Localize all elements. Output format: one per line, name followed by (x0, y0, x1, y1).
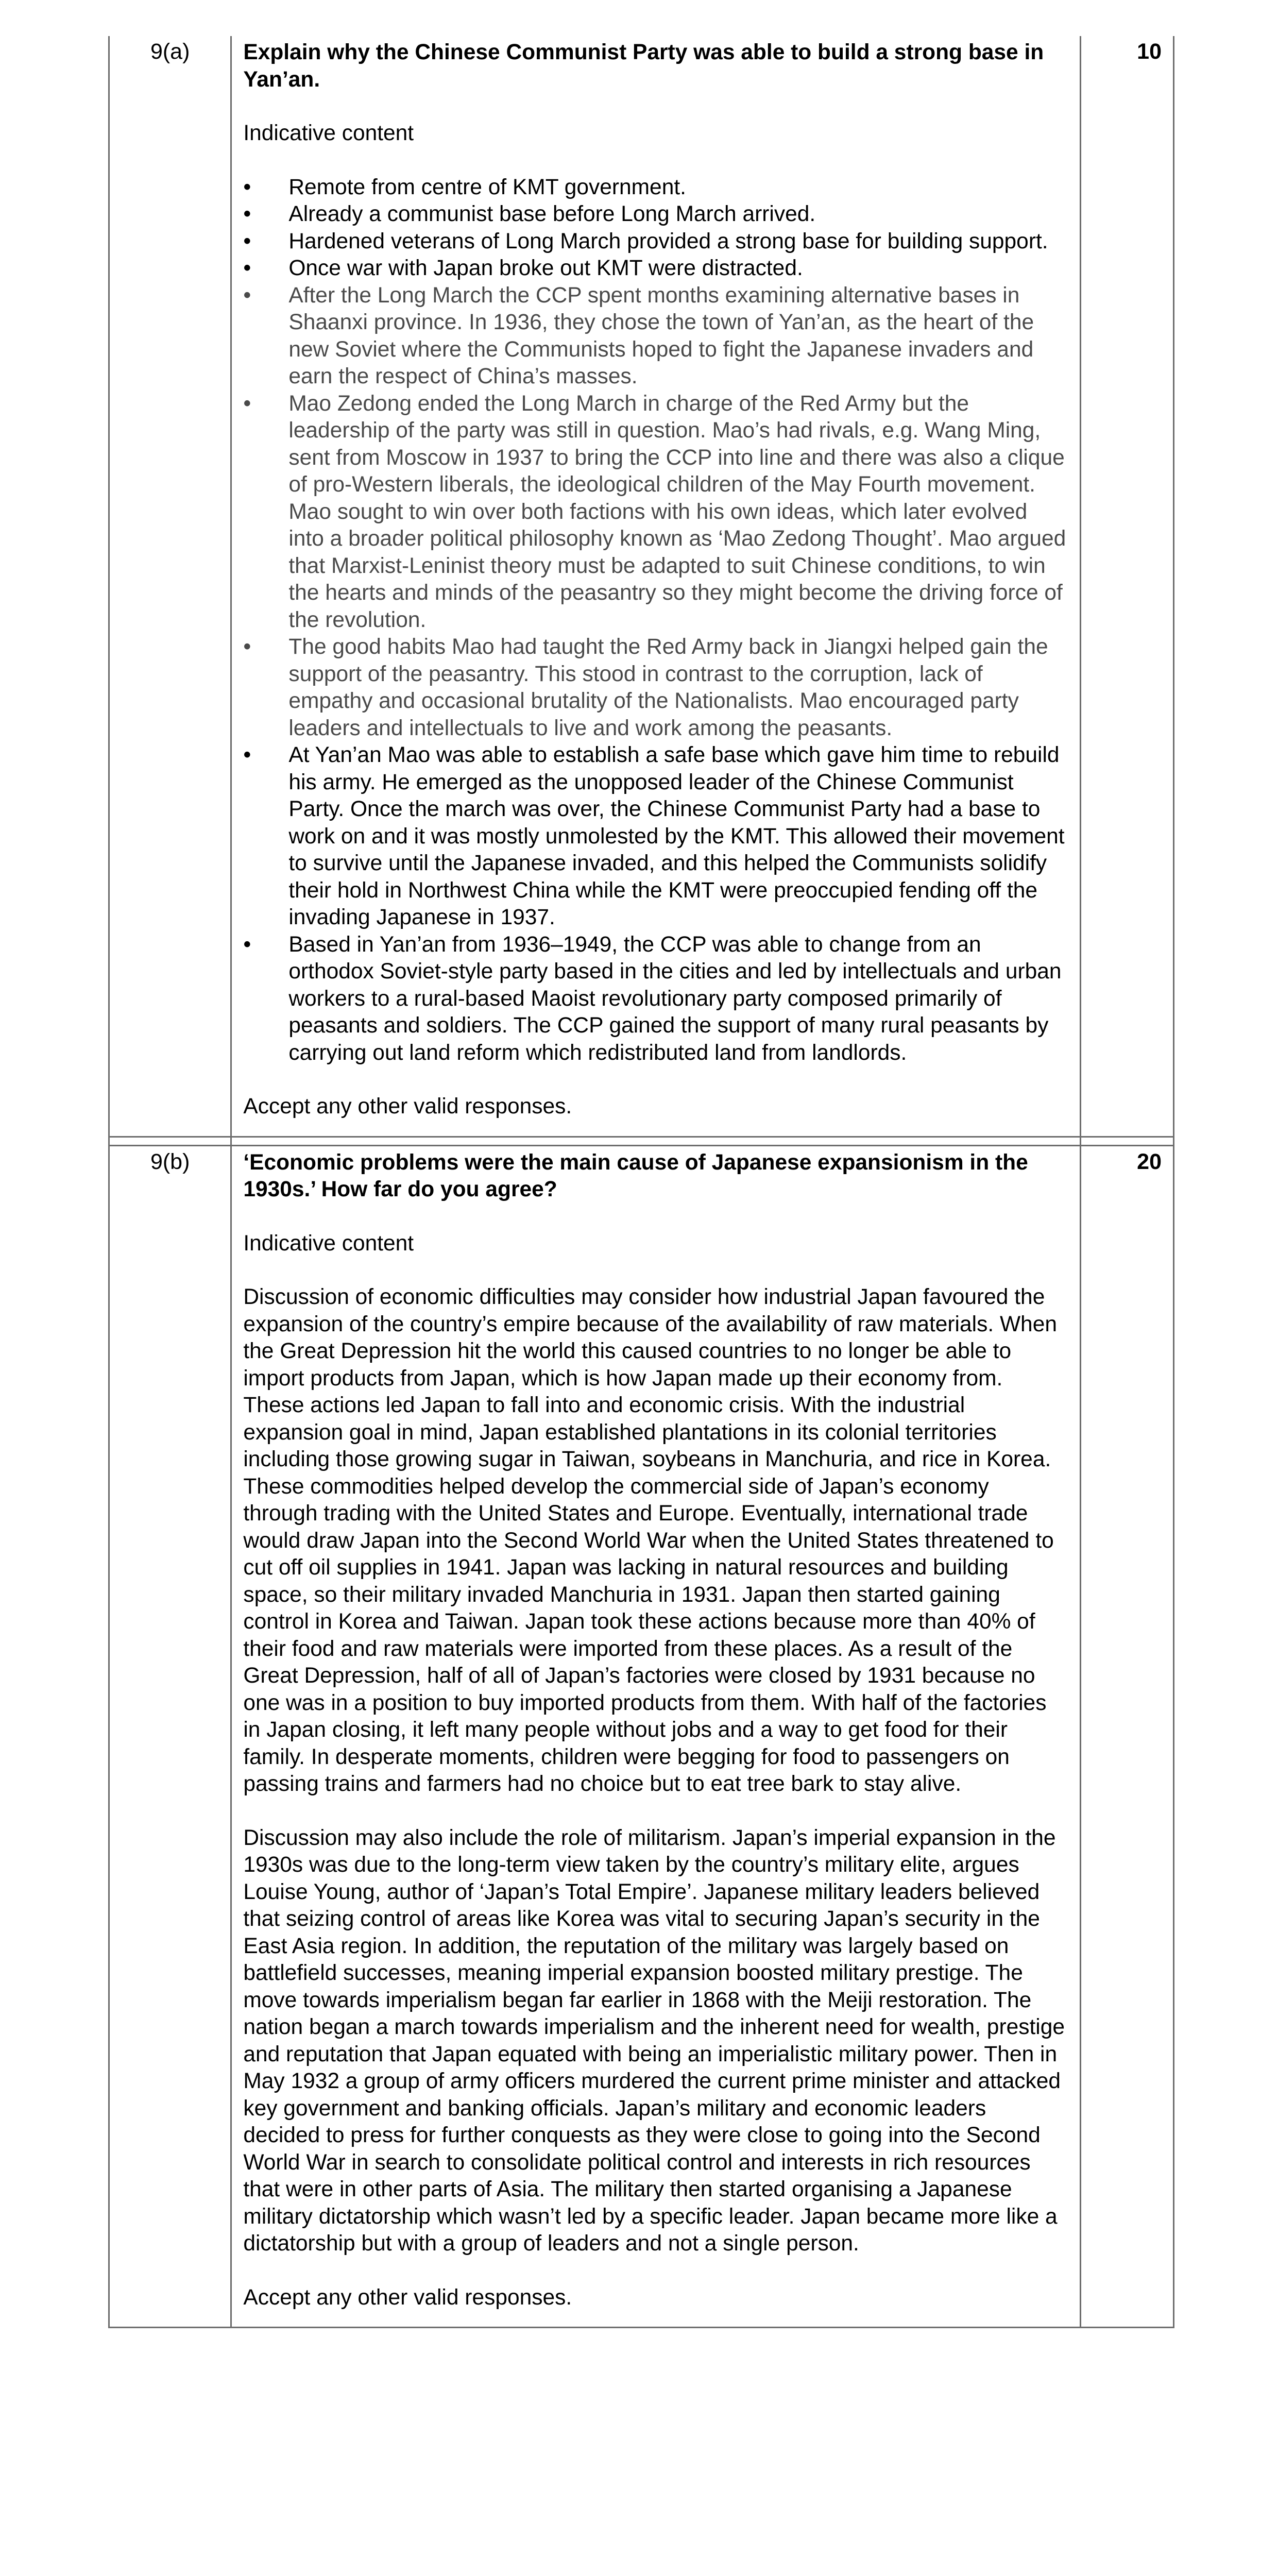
list-item: • At Yan’an Mao was able to establish a safe base which gave him time to rebuild his army. He emerged as the unopposed leader of the Chinese Communist Party. Once the march was over, the Chinese Communist Party had a base to work on and it was mostly unmolested by the KMT. This allowed their movement to survive until the Japanese invaded, and this helped the Communists solidify their hold in Northwest China while the KMT were preoccupied fending off the invading Japanese in 1937. (243, 743, 1065, 929)
table-row (109, 36, 1174, 1137)
indicative-content-heading: Indicative content (243, 121, 414, 145)
indicative-content-heading: Indicative content (243, 1231, 414, 1256)
list-item: • Based in Yan’an from 1936–1949, the CCP was able to change from an orthodox Soviet-style party based in the cities and led by intellectuals and urban workers to a rural-based Maoist revolutionary party composed primarily of peasants and soldiers. The CCP gained the support of many rural peasants by carrying out land reform which redistributed land from landlords. (243, 932, 1062, 1065)
bullet-icon: • (243, 635, 251, 659)
answer-cell (231, 36, 1080, 1137)
bullet-icon: • (243, 256, 251, 280)
question-number: 9(a) (109, 36, 231, 1137)
mark-scheme-table (108, 36, 1174, 2328)
bullet-icon: • (243, 391, 251, 416)
bullet-icon: • (243, 202, 251, 226)
question-text: ‘Economic problems were the main cause of Japanese expansionism in the 1930s.’ How far do you agree? (243, 1150, 1028, 1201)
bullet-icon: • (243, 743, 251, 767)
list-item: • The good habits Mao had taught the Red Army back in Jiangxi helped gain the support of the peasantry. This stood in contrast to the corruption, lack of empathy and occasional brutality of the Nationalists. Mao encouraged party leaders and intellectuals to live and work among the peasants. (243, 635, 1048, 740)
list-item: • Once war with Japan broke out KMT were distracted. (243, 255, 1068, 282)
question-number: 9(b) (109, 1145, 231, 2328)
list-item: • Hardened veterans of Long March provided a strong base for building support. (243, 228, 1068, 256)
bullet-icon: • (243, 283, 251, 308)
marks-value: 10 (1080, 36, 1173, 1137)
answer-paragraph: Discussion of economic difficulties may consider how industrial Japan favoured the expansion of the country’s empire because of the availability of raw materials. When the Great Depression hit the world this caused countries to no longer be able to import products from Japan, which is how Japan made up their economy from. These actions led Japan to fall into and economic crisis. With the industrial expansion goal in mind, Japan established plantations in its colonial territories including those growing sugar in Taiwan, soybeans in Manchuria, and rice in Korea. These commodities helped develop the commercial side of Japan’s economy through trading with the United States and Europe. Eventually, international trade would draw Japan into the Second World War when the United States threatened to cut off oil supplies in 1941. Japan was lacking in natural resources and building space, so their military invaded Manchuria in 1931. Japan then started gaining control in Korea and Taiwan. Japan took these actions because more than 40% of their food and raw materials were imported from these places. As a result of the Great Depression, half of all of Japan’s factories were closed by 1931 because no one was in a position to buy imported products from them. With half of the factories in Japan closing, it left many people without jobs and a way to get food for their family. In desperate moments, children were begging for food to passengers on passing trains and farmers had no choice but to eat tree bark to stay alive. (243, 1285, 1057, 1796)
question-text: Explain why the Chinese Communist Party was able to build a strong base in Yan’an. (243, 40, 1044, 92)
bullet-icon: • (243, 229, 251, 253)
answer-cell (231, 1145, 1080, 2328)
bullet-icon: • (243, 932, 251, 957)
bullet-icon: • (243, 175, 251, 199)
accept-note: Accept any other valid responses. (243, 2285, 572, 2310)
indicative-points-list (243, 174, 1068, 1067)
table-row (109, 1145, 1174, 2328)
accept-note: Accept any other valid responses. (243, 1094, 572, 1118)
list-item: • After the Long March the CCP spent months examining alternative bases in Shaanxi province. In 1936, they chose the town of Yan’an, as the heart of the new Soviet where the Communists hoped to fight the Japanese invaders and earn the respect of China’s masses. (243, 283, 1034, 388)
row-divider (109, 1137, 1174, 1145)
list-item: • Mao Zedong ended the Long March in charge of the Red Army but the leadership of the party was still in question. Mao’s had rivals, e.g. Wang Ming, sent from Moscow in 1937 to bring the CCP into line and there was also a clique of pro-Western liberals, the ideological children of the May Fourth movement. Mao sought to win over both factions with his own ideas, which later evolved into a broader political philosophy known as ‘Mao Zedong Thought’. Mao argued that Marxist-Leninist theory must be adapted to suit Chinese conditions, to win the hearts and minds of the peasantry so they might become the driving force of the revolution. (243, 391, 1066, 632)
list-item: • Already a communist base before Long March arrived. (243, 201, 1068, 228)
list-item: • Remote from centre of KMT government. (243, 174, 1068, 201)
marks-value: 20 (1080, 1145, 1173, 2328)
answer-paragraph: Discussion may also include the role of militarism. Japan’s imperial expansion in the 1930s was due to the long-term view taken by the country’s military elite, argues Louise Young, author of ‘Japan’s Total Empire’. Japanese military leaders believed that seizing control of areas like Korea was vital to securing Japan’s security in the East Asia region. In addition, the reputation of the military was largely based on battlefield successes, meaning imperial expansion boosted military prestige. The move towards imperialism began far earlier in 1868 with the Meiji restoration. The nation began a march towards imperialism and the inherent need for wealth, prestige and reputation that Japan equated with being an imperialistic military power. Then in May 1932 a group of army officers murdered the current prime minister and attacked key government and banking officials. Japan’s military and economic leaders decided to press for further conquests as they were close to going into the Second World War in search to consolidate political control and interests in rich resources that were in other parts of Asia. The military then started organising a Japanese military dictatorship which wasn’t led by a specific leader. Japan became more like a dictatorship but with a group of leaders and not a single person. (243, 1825, 1065, 2256)
